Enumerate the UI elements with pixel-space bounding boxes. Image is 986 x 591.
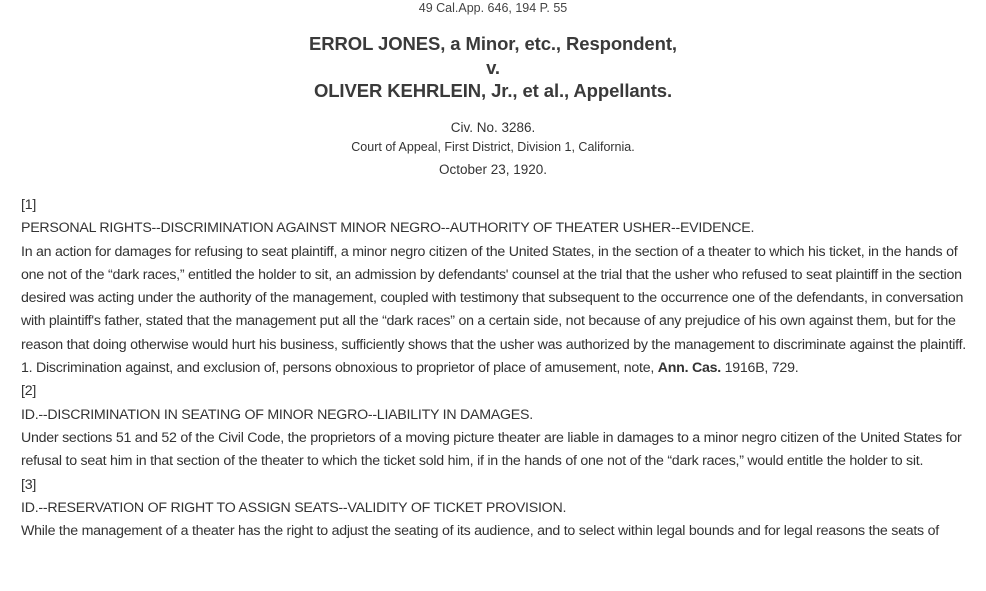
headnote-text: In an action for damages for refusing to seat plaintiff, a minor negro citizen of the United States, in the section of a theater to which his ticket, in the hands of one not of the “dark races,” entitled the holder to sit, an admission by defendants' counsel at the trial that the usher who refused to seat plaintiff in the section desired was acting under the authority of the management, coupled with testimony that subsequent to the occurrence one of the defendants, in conversation with plaintiff's father, stated that the management put all the “dark races” on a certain side, not because of any prejudice of his own against them, but for the reason that doing otherwise would hurt his business, sufficiently shows that the usher was authorized by the management to discriminate against the plaintiff. <box>21 243 966 353</box>
headnote-number: [3] <box>21 476 37 493</box>
headnote-text: While the management of a theater has the right to adjust the seating of its audience, and to select within legal bounds and for legal reasons the seats of <box>21 523 939 540</box>
headnote-heading: ID.--DISCRIMINATION IN SEATING OF MINOR NEGRO--LIABILITY IN DAMAGES. <box>21 406 533 423</box>
case-citation: 49 Cal.App. 646, 194 P. 55 <box>418 1 568 15</box>
note-prefix: 1. Discrimination against, and exclusion of, persons obnoxious to proprietor of place of amusement, note, <box>21 360 658 377</box>
headnotes <box>21 194 979 543</box>
headnote-heading: ID.--RESERVATION OF RIGHT TO ASSIGN SEATS--VALIDITY OF TICKET PROVISION. <box>21 499 567 516</box>
headnote-heading: PERSONAL RIGHTS--DISCRIMINATION AGAINST MINOR NEGRO--AUTHORITY OF THEATER USHER--EVIDENCE. <box>21 220 755 237</box>
headnote-number: [2] <box>21 383 37 400</box>
case-title-appellants: OLIVER KEHRLEIN, Jr., et al., Appellants. <box>313 80 673 101</box>
court-name: Court of Appeal, First District, Division 1, California. <box>351 140 635 154</box>
headnote-number: [1] <box>21 197 37 213</box>
case-title-versus: v. <box>486 57 500 78</box>
headnote-text: Under sections 51 and 52 of the Civil Code, the proprietors of a moving picture theater are liable in damages to a minor negro citizen of the United States for refusal to seat him in that section of the theater to which the ticket sold him, if in the hands of one not of the “dark races,” would entitle the holder to sit. <box>21 429 962 470</box>
docket-number: Civ. No. 3286. <box>450 120 536 135</box>
note-suffix: 1916B, 729. <box>720 360 799 377</box>
note-source: Ann. Cas. <box>657 360 721 377</box>
case-title-respondent: ERROL JONES, a Minor, etc., Respondent, <box>309 33 677 54</box>
decision-date: October 23, 1920. <box>438 162 548 177</box>
annotation-note <box>21 357 979 380</box>
